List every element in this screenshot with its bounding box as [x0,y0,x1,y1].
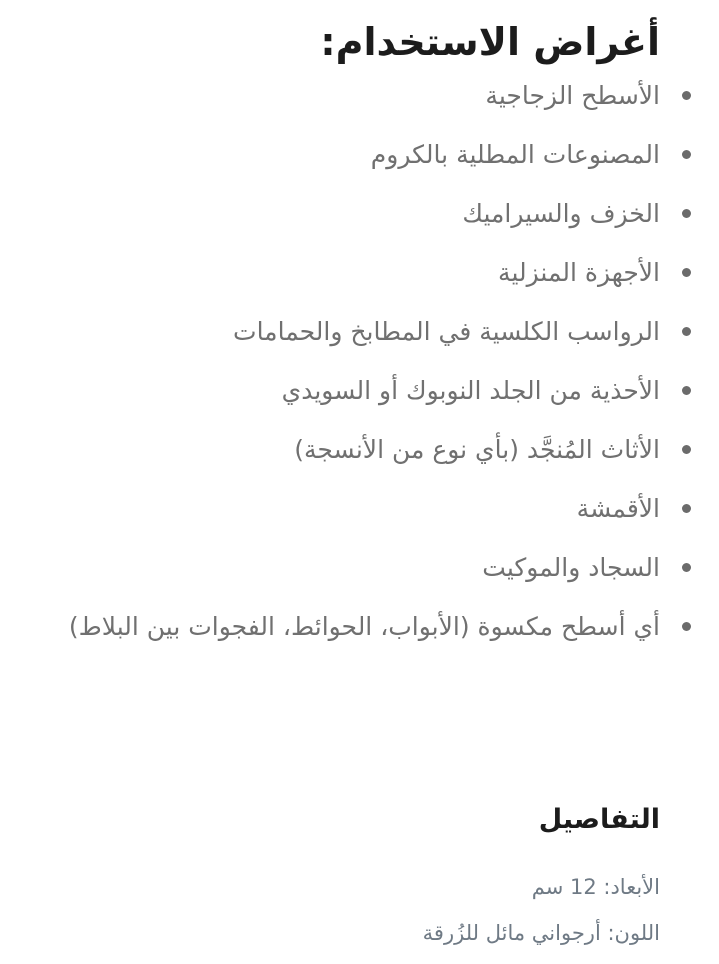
color-row: اللون: أرجواني مائل للزُرقة [422,921,660,945]
list-item [40,434,660,465]
list-item-text: الرواسب الكلسية في المطابخ والحمامات [233,317,660,346]
list-item-text: الأثاث المُنجَّد (بأي نوع من الأنسجة) [294,435,660,464]
list-item [40,257,660,288]
list-item-text: المصنوعات المطلية بالكروم [370,140,660,169]
bullet-icon [682,91,691,100]
usage-title: أغراض الاستخدام: [320,20,660,64]
list-item [40,552,660,583]
bullet-icon [682,327,691,336]
bullet-icon [682,386,691,395]
bullet-icon [682,445,691,454]
list-item [40,493,660,524]
list-item [40,80,660,111]
details-title: التفاصيل [538,804,660,835]
list-item-text: الأحذية من الجلد النوبوك أو السويدي [281,376,660,405]
list-item-text: الأسطح الزجاجية [485,81,660,110]
list-item-text: الأجهزة المنزلية [498,258,660,287]
bullet-icon [682,150,691,159]
list-item-text: الخزف والسيراميك [462,199,660,228]
bullet-icon [682,622,691,631]
list-item [40,375,660,406]
list-item-text: الأقمشة [576,494,660,523]
details-list [423,872,660,964]
list-item [40,139,660,170]
bullet-icon [682,504,691,513]
dimensions-row: الأبعاد: 12 سم [531,875,660,899]
list-item-text: السجاد والموكيت [482,553,660,582]
bullet-icon [682,268,691,277]
list-item-text: أي أسطح مكسوة (الأبواب، الحوائط، الفجوات بين البلاط) [68,612,660,641]
bullet-icon [682,209,691,218]
usage-list [40,80,660,642]
list-item [40,316,660,347]
bullet-icon [682,563,691,572]
list-item [40,611,660,642]
list-item [40,198,660,229]
